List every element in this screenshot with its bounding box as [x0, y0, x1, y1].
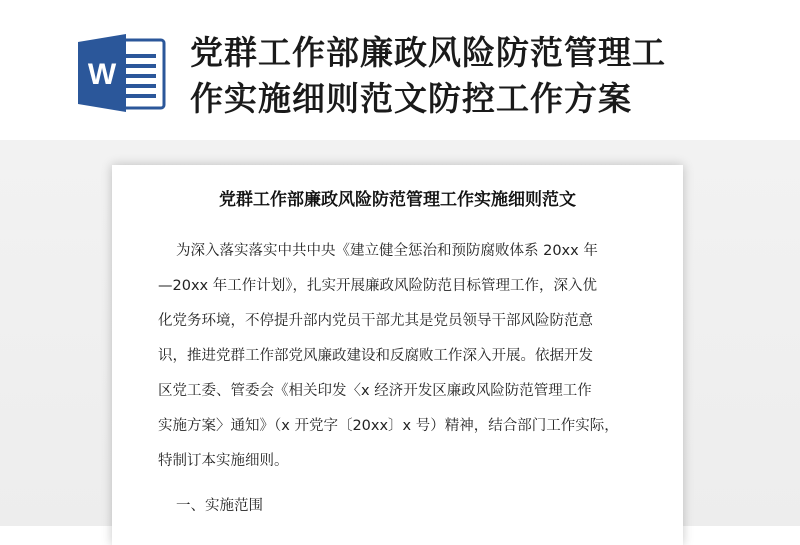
header-banner — [0, 0, 800, 140]
word-icon — [76, 32, 168, 114]
paragraph-line: 化党务环境，不停提升部内党员干部尤其是党员领导干部风险防范意 — [158, 313, 593, 329]
page-title-line-2: 作实施细则范文防控工作方案 — [190, 79, 632, 118]
document-title: 党群工作部廉政风险防范管理工作实施细则范文 — [219, 190, 576, 210]
paragraph-line: 识，推进党群工作部党风廉政建设和反腐败工作深入开展。依据开发 — [158, 348, 593, 364]
paragraph-line: —20xx 年工作计划》，扎实开展廉政风险防范目标管理工作，深入优 — [158, 278, 597, 294]
paragraph-line: 实施方案〉通知》（x 开党字〔20xx〕x 号）精神，结合部门工作实际， — [158, 418, 619, 434]
paragraph-line: 特制订本实施细则。 — [158, 453, 289, 469]
paragraph-line: 区党工委、管委会《相关印发〈x 经济开发区廉政风险防范管理工作 — [158, 383, 592, 399]
section-heading: 一、实施范围 — [176, 498, 263, 514]
paragraph-line: 为深入落实落实中共中央《建立健全惩治和预防腐败体系 20xx 年 — [176, 243, 598, 259]
page-title-line-1: 党群工作部廉政风险防范管理工 — [190, 33, 666, 72]
page-title — [190, 30, 780, 122]
word-icon-letter: W — [87, 58, 117, 91]
document-page — [112, 165, 683, 545]
